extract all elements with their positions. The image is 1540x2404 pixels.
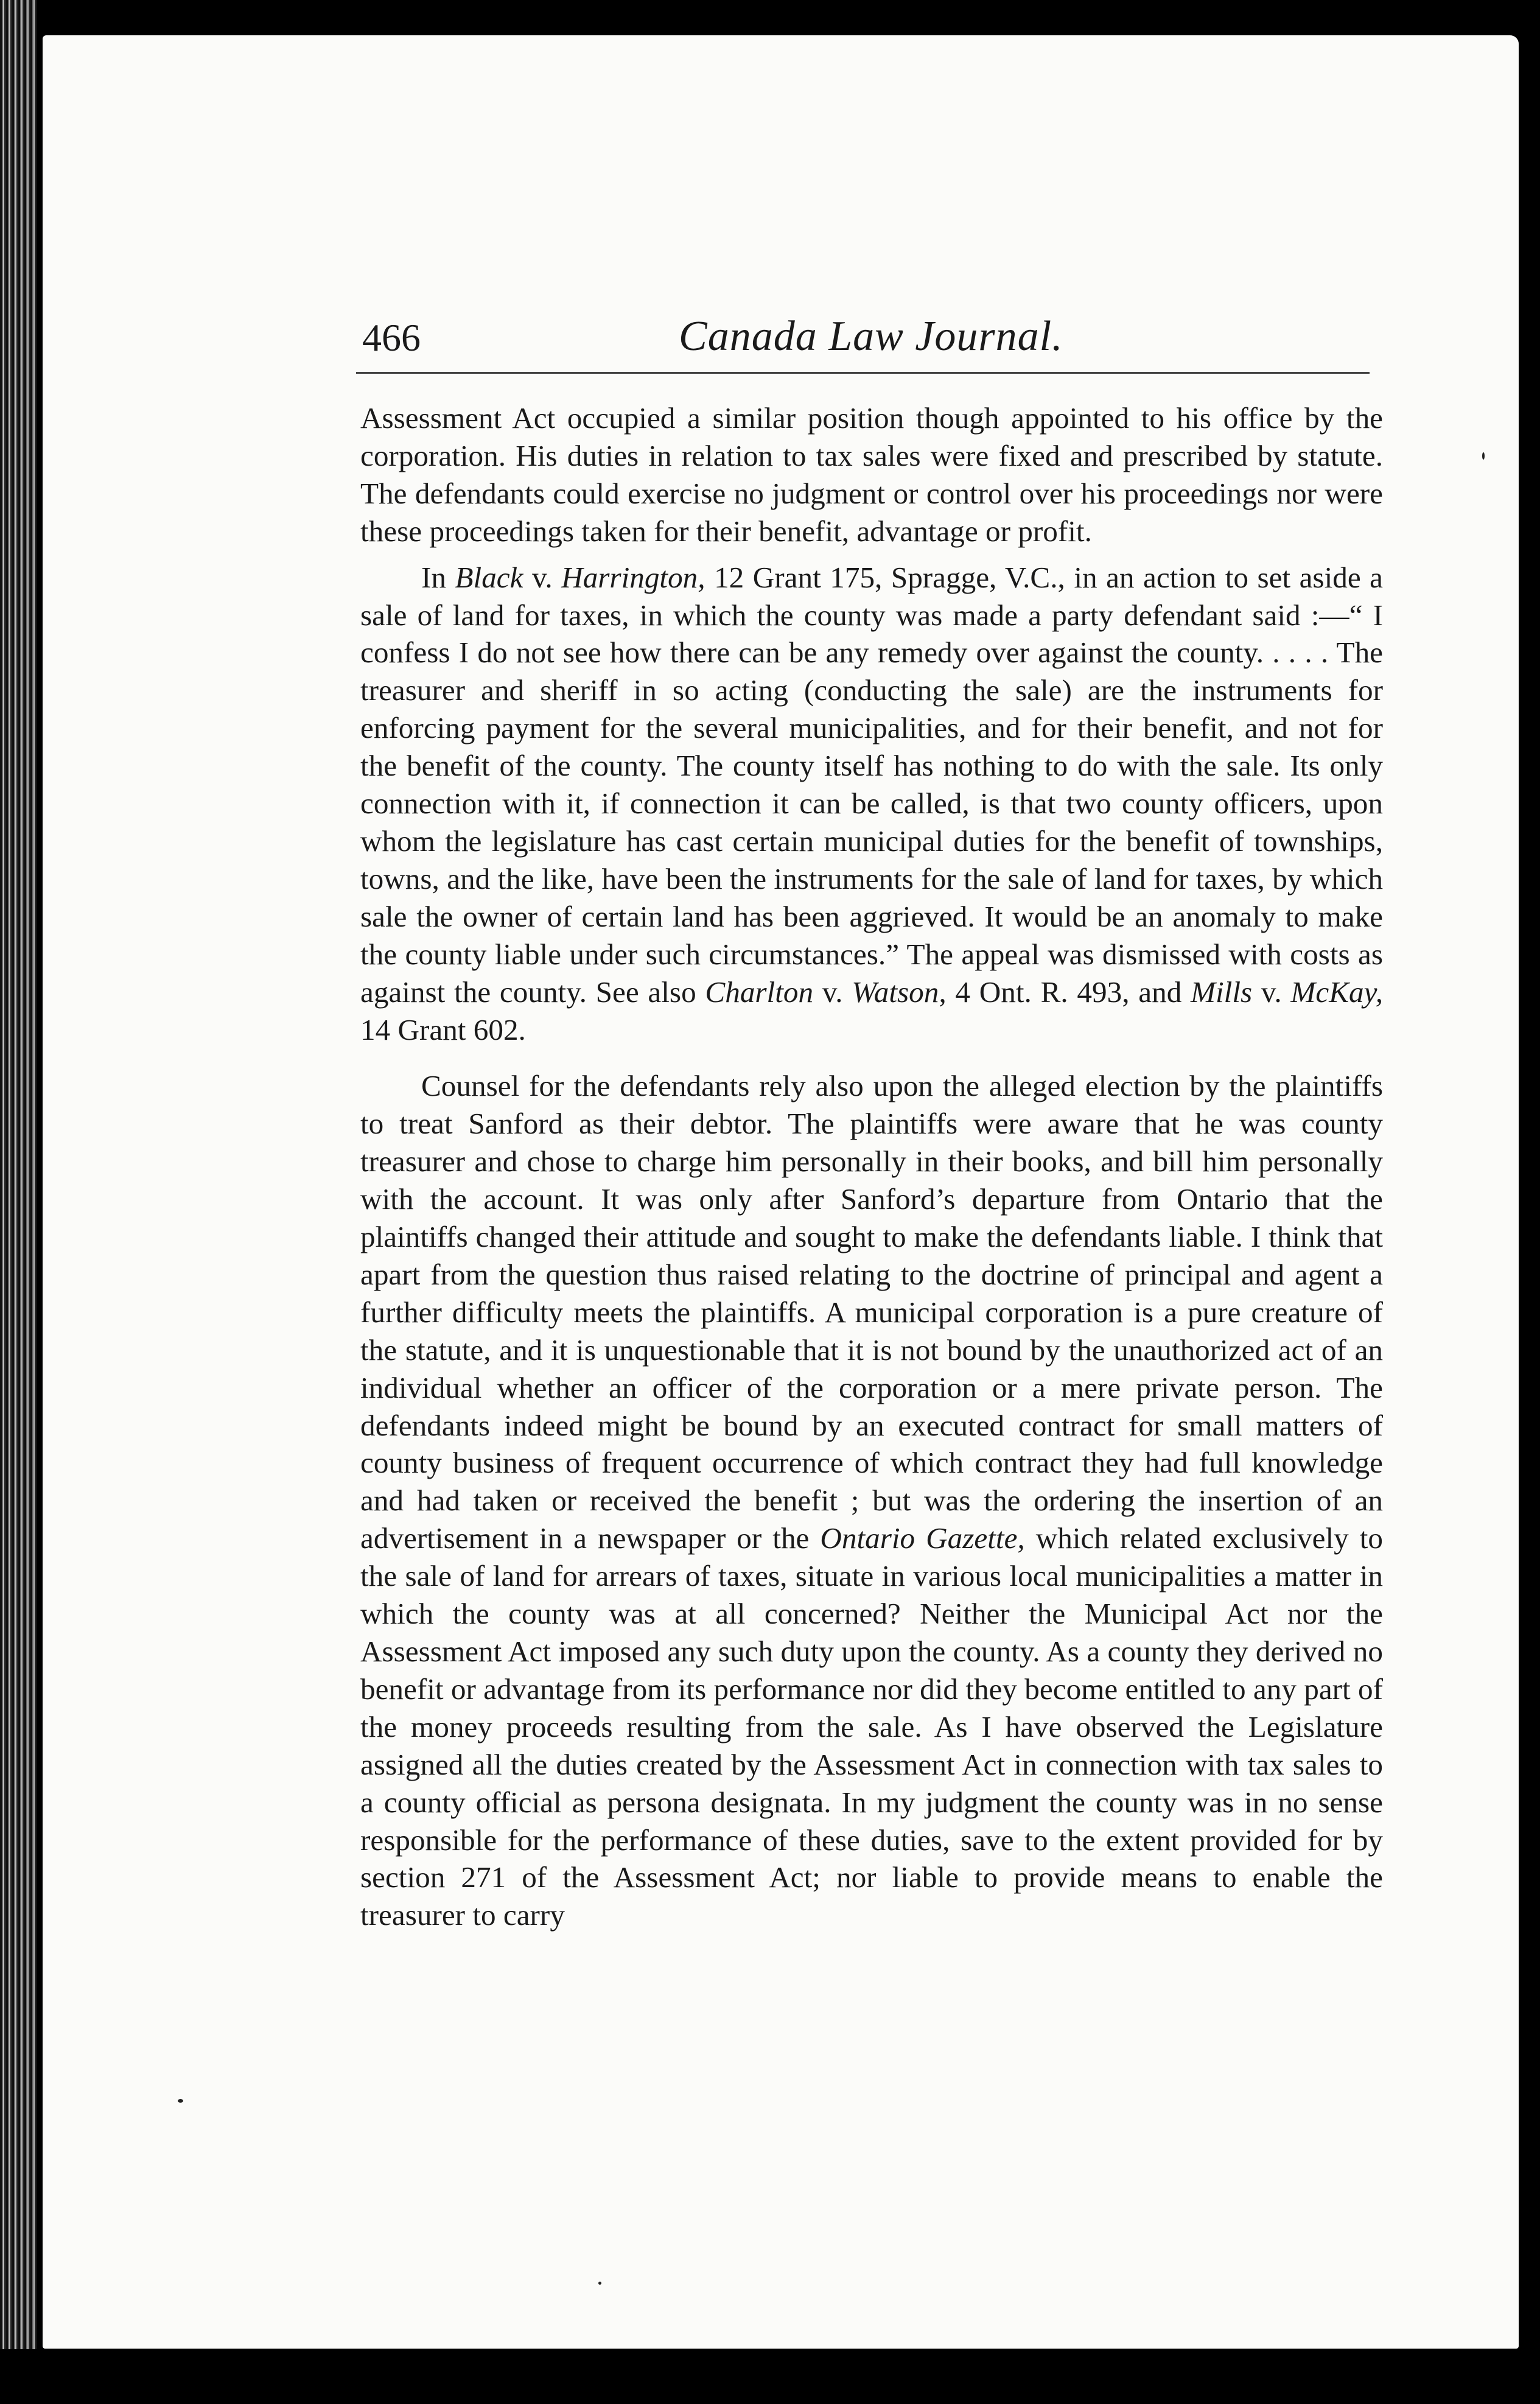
text-run: Counsel for the defendants rely also upon the alleged election by the plaintiffs to treat Sanford as their debtor. The plaintiffs were aware that he was county treasurer and chose to charge him personally in their books, and bill him personally with the account. It was only after Sanford’s departure from Ontario that the plaintiffs changed their attitude and sought to make the defendants liable. I think that apart from the question thus raised relating to the doctrine of principal and agent a further difficulty meets the plaintiffs. A municipal corporation is a pure creature of the statute, and it is unquestionable that it is not bound by the unauthorized act of an individual whether an officer of the corporation or a mere private person. The defendants indeed might be bound by an executed contract for small matters of county business of frequent occurrence of which contract they had full knowledge and had taken or received the benefit ; but was the ordering the insertion of an advertisement in a newspaper or the [360,1069,1383,1555]
case-name: Black [455,560,523,594]
text-run: v. [1252,975,1291,1009]
text-run: which related exclusively to the sale of land for arrears of taxes, situate in various local municipalities a matter in which the county was at all concerned? Neither the Municipal Act nor the Assessment Act imposed any such duty upon the county. As a county they derived no benefit or advantage from its performance nor did they become entitled to any part of the money proceeds resulting from the sale. As I have observed the Legislature assigned all the duties created by the Assessment Act in connection with tax sales to a county official as persona designata. In my judgment the county was in no sense responsible for the performance of these duties, save to the extent provided for by section 271 of the Assessment Act; nor liable to provide means to enable the treasurer to carry [360,1521,1383,1932]
paragraph-black-v-harrington [360,559,1383,1049]
case-name: Watson, [852,975,947,1009]
text-run: 12 Grant 175, Spragge, V.C., in an action to set aside a sale of land for taxes, in which the county was made a party defendant said :—“ I confess I do not see how there can be any remedy over against the county. . . . . The treasurer and sheriff in so acting (conducting the sale) are the instruments for enforcing payment for the several municipalities, and for their benefit, and not for the benefit of the county. The county itself has nothing to do with the sale. Its only connection with it, if connection it can be called, is that two county officers, upon whom the legislature has cast certain municipal duties for the benefit of townships, towns, and the like, have been the instruments for the sale of land for taxes, by which sale the owner of certain land has been aggrieved. It would be an anomaly to make the county liable under such circumstances.” The appeal was dismissed with costs as against the county. See also [360,560,1383,1009]
book-page-edge [0,0,37,2404]
case-name: Mills [1191,975,1253,1009]
paper-speck [1482,452,1485,460]
paragraph-continuation: Assessment Act occupied a similar position though appointed to his office by the corporation. His duties in relation to tax sales were fixed and prescribed by statute. The defendants could exercise no judgment or control over his proceedings nor were these proceedings taken for their benefit, advantage or profit. [360,401,1383,548]
page-number: 466 [362,316,421,359]
case-name: Harrington, [561,560,705,594]
publication-name: Ontario Gazette, [820,1521,1025,1555]
paper-speck [598,2282,601,2285]
journal-page [43,35,1519,2349]
text-run: 14 Grant 602. [360,1012,526,1046]
paragraph-counsel-election [360,1067,1383,1934]
running-title: Canada Law Journal. [679,313,1063,360]
text-run: In [421,560,455,594]
header-rule [356,372,1370,374]
text-run: 4 Ont. R. 493, and [946,975,1191,1009]
text-run: v. [813,975,852,1009]
case-name: Charlton [705,975,814,1009]
paper-speck [178,2099,183,2103]
case-name: McKay, [1290,975,1384,1009]
book-bottom-edge [0,2349,1540,2404]
page-header [323,288,1370,379]
article-body [360,399,1383,1934]
text-run: v. [523,560,562,594]
